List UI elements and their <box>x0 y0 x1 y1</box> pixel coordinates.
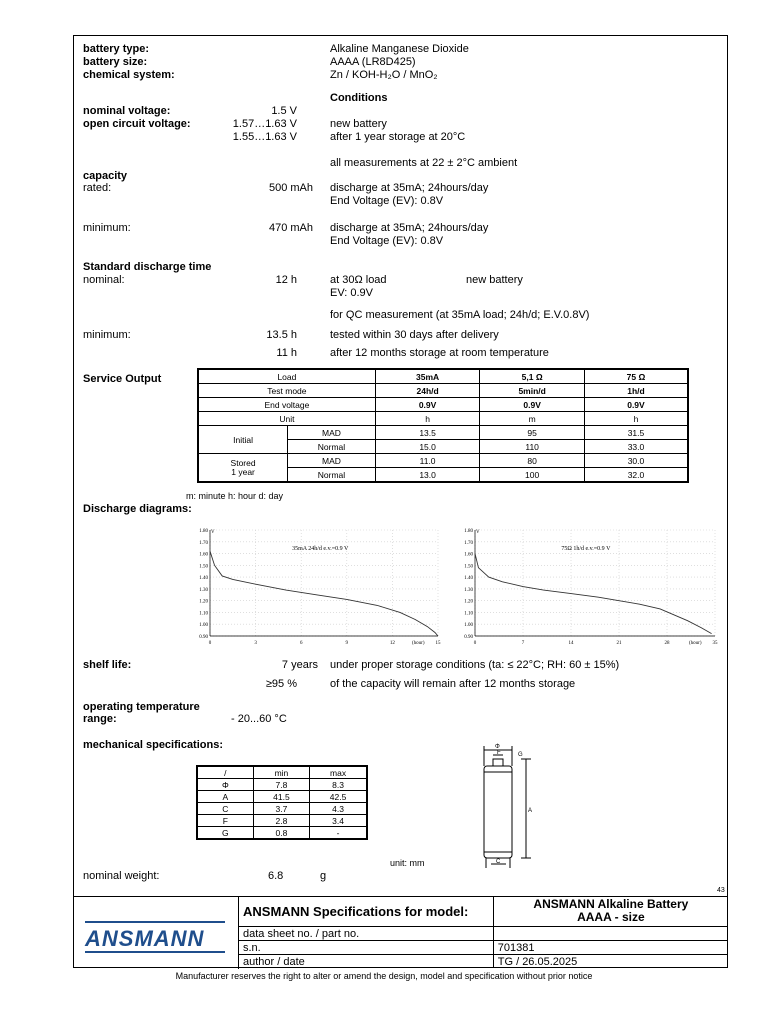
y-tick-label: 1.60 <box>464 552 473 558</box>
shelf-pct: ≥95 % <box>265 678 297 690</box>
table-row <box>198 426 688 440</box>
unit-label: Unit <box>198 412 375 426</box>
y-tick-label: 1.20 <box>199 599 208 605</box>
table-row <box>239 896 729 927</box>
cell: Φ <box>197 779 253 791</box>
cell: 2.8 <box>253 815 309 827</box>
table-row <box>239 941 729 955</box>
cell: 0.8 <box>253 827 309 840</box>
initial-label: Initial <box>198 426 288 454</box>
y-tick-label: 0.90 <box>199 635 208 640</box>
battery-size: AAAA (LR8D425) <box>330 56 416 68</box>
stored-label: Stored 1 year <box>198 454 288 483</box>
cell: F <box>197 815 253 827</box>
cell: 4.3 <box>310 803 367 815</box>
rated-capacity: 500 mAh <box>268 182 313 194</box>
x-tick-label: 12 <box>389 641 395 646</box>
footer-table <box>238 896 728 968</box>
table-row <box>198 384 688 398</box>
svg-text:Φ: Φ <box>495 744 500 750</box>
y-tick-label: 1.70 <box>464 540 473 546</box>
ansmann-logo: ANSMANN <box>85 926 205 951</box>
table-row <box>198 398 688 412</box>
cell: 31.5 <box>584 426 688 440</box>
ocv-label: open circuit voltage: <box>83 118 191 130</box>
x-tick-label: 15 <box>435 641 441 646</box>
shelf-condition: under proper storage conditions (ta: ≤ 22°C; RH: 60 ± 15%) <box>330 659 620 671</box>
table-row <box>197 815 367 827</box>
ocv-new: 1.57…1.63 V <box>232 118 297 130</box>
table-row <box>197 827 367 840</box>
x-tick-label: 35 <box>712 641 718 646</box>
y-tick-label: 1.40 <box>464 576 473 582</box>
sdt-min: 13.5 h <box>266 329 297 341</box>
x-tick-label: 9 <box>345 641 349 646</box>
disclaimer: Manufacturer reserves the right to alter or amend the design, model and specification without prior notice <box>175 971 593 981</box>
sn-value: 701381 <box>493 941 728 955</box>
sdt-condition-1b: new battery <box>466 274 523 286</box>
table-row <box>198 454 688 468</box>
datasheet-label: data sheet no. / part no. <box>239 927 494 941</box>
page-number: 43 <box>717 887 725 894</box>
x-axis-label: (hour) <box>689 641 702 646</box>
page-frame <box>73 35 728 968</box>
min-capacity: 470 mAh <box>268 222 313 234</box>
x-tick-label: 14 <box>568 641 574 646</box>
cell: 13.0 <box>375 468 480 483</box>
cell: 41.5 <box>253 791 309 803</box>
cell: 80 <box>480 454 585 468</box>
sdt-min-condition: tested within 30 days after delivery <box>330 329 499 341</box>
x-tick-label: 6 <box>299 641 303 646</box>
cell: 33.0 <box>584 440 688 454</box>
shelf-years: 7 years <box>281 659 318 671</box>
x-tick-label: 7 <box>521 641 525 646</box>
svg-text:A: A <box>528 808 533 814</box>
svg-text:G: G <box>518 752 523 758</box>
cell: 30.0 <box>584 454 688 468</box>
cell: 13.5 <box>375 426 480 440</box>
model-line-2: AAAA - size <box>577 910 645 924</box>
op-temp-range: - 20...60 °C <box>231 713 287 725</box>
ev-val-1: 0.9V <box>375 398 480 412</box>
min-condition-2: End Voltage (EV): 0.8V <box>330 235 444 247</box>
ev-val-2: 0.9V <box>480 398 585 412</box>
y-tick-label: 1.50 <box>464 564 473 570</box>
load-val-1: 35mA <box>375 369 480 384</box>
y-tick-label: 1.70 <box>199 540 208 546</box>
nominal-voltage-label: nominal voltage: <box>83 105 171 117</box>
svg-text:C: C <box>496 859 501 865</box>
table-row <box>197 779 367 791</box>
cell: 42.5 <box>310 791 367 803</box>
cell: G <box>197 827 253 840</box>
test-val-1: 24h/d <box>375 384 480 398</box>
unit-val-2: m <box>480 412 585 426</box>
service-output-label: Service Output <box>83 373 162 385</box>
author-label: author / date <box>239 955 494 969</box>
svg-text:F: F <box>497 750 501 756</box>
cell: 11.0 <box>375 454 480 468</box>
y-tick-label: 1.60 <box>199 552 208 558</box>
model-line-1: ANSMANN Alkaline Battery <box>533 897 689 911</box>
cell: 8.3 <box>310 779 367 791</box>
cell: 32.0 <box>584 468 688 483</box>
spec-title: ANSMANN Specifications for model: <box>239 896 494 927</box>
shelf-pct-condition: of the capacity will remain after 12 months storage <box>330 678 576 690</box>
chart-annotation: 35mA 24h/d e.v.=0.9 V <box>292 546 349 552</box>
y-tick-label: 1.00 <box>199 623 208 629</box>
cell: C <box>197 803 253 815</box>
op-temp-label-1: operating temperature <box>83 701 200 713</box>
discharge-chart-2 <box>451 524 719 650</box>
table-row <box>239 927 729 941</box>
battery-size-label: battery size: <box>83 56 148 68</box>
discharge-curve <box>210 551 438 636</box>
sdt-min-label: minimum: <box>83 329 131 341</box>
sdt-condition-2: EV: 0.9V <box>330 287 374 299</box>
table-row <box>239 955 729 969</box>
weight-label: nominal weight: <box>83 870 160 882</box>
y-tick-label: 1.10 <box>199 611 208 617</box>
y-tick-label: 1.20 <box>464 599 473 605</box>
test-val-3: 1h/d <box>584 384 688 398</box>
x-tick-label: 3 <box>254 641 257 646</box>
y-tick-label: 1.30 <box>464 587 473 593</box>
chart-annotation: 75Ω 1h/d e.v.=0.9 V <box>561 546 611 552</box>
sdt-nominal-label: nominal: <box>83 274 125 286</box>
discharge-label: Discharge diagrams: <box>83 503 192 515</box>
cell: 110 <box>480 440 585 454</box>
y-tick-label: 1.80 <box>199 529 208 534</box>
datasheet-value <box>493 927 728 941</box>
min-condition-1: discharge at 35mA; 24hours/day <box>330 222 489 234</box>
mech-header: min <box>253 766 309 779</box>
mad-label: MAD <box>288 454 376 468</box>
x-tick-label: 21 <box>616 641 622 646</box>
unit-legend: m: minute h: hour d: day <box>186 491 284 501</box>
test-val-2: 5min/d <box>480 384 585 398</box>
sdt-condition-1: at 30Ω load <box>330 274 387 286</box>
rated-condition-1: discharge at 35mA; 24hours/day <box>330 182 489 194</box>
test-mode-label: Test mode <box>198 384 375 398</box>
cell: A <box>197 791 253 803</box>
end-voltage-label: End voltage <box>198 398 375 412</box>
y-axis-label: V <box>476 530 480 535</box>
y-tick-label: 1.50 <box>199 564 208 570</box>
cell: 15.0 <box>375 440 480 454</box>
sdt-nominal: 12 h <box>275 274 297 286</box>
table-row <box>197 803 367 815</box>
y-tick-label: 1.30 <box>199 587 208 593</box>
qc-note: for QC measurement (at 35mA load; 24h/d; E.V.0.8V) <box>330 309 590 321</box>
y-tick-label: 1.10 <box>464 611 473 617</box>
ev-val-3: 0.9V <box>584 398 688 412</box>
sdt-stored: 11 h <box>276 347 297 359</box>
conditions-heading: Conditions <box>330 92 388 104</box>
shelf-life-label: shelf life: <box>83 659 132 671</box>
sn-label: s.n. <box>239 941 494 955</box>
min-capacity-label: minimum: <box>83 222 131 234</box>
footer-block <box>73 896 728 969</box>
model-cell <box>493 896 728 927</box>
ocv-new-condition: new battery <box>330 118 387 130</box>
cell: 3.4 <box>310 815 367 827</box>
mech-header: / <box>197 766 253 779</box>
cell: 95 <box>480 426 585 440</box>
mech-spec-label: mechanical specifications: <box>83 739 223 751</box>
rated-label: rated: <box>83 182 112 194</box>
y-tick-label: 1.00 <box>464 623 473 629</box>
cell: 100 <box>480 468 585 483</box>
ambient-note: all measurements at 22 ± 2°C ambient <box>330 157 518 169</box>
op-temp-label-2: range: <box>83 713 117 725</box>
y-tick-label: 1.40 <box>199 576 208 582</box>
weight-value: 6.8 <box>268 870 284 882</box>
cell: 7.8 <box>253 779 309 791</box>
ocv-stored: 1.55…1.63 V <box>232 131 297 143</box>
x-tick-label: 0 <box>208 641 212 646</box>
unit-val-1: h <box>375 412 480 426</box>
table-row <box>197 766 367 779</box>
battery-drawing <box>466 742 546 870</box>
unit-note: unit: mm <box>390 858 425 868</box>
load-val-2: 5,1 Ω <box>480 369 585 384</box>
x-axis-label: (hour) <box>412 641 425 646</box>
load-val-3: 75 Ω <box>584 369 688 384</box>
author-value: TG / 26.05.2025 <box>493 955 728 969</box>
load-label: Load <box>198 369 375 384</box>
cell: - <box>310 827 367 840</box>
table-row <box>197 791 367 803</box>
service-output-table <box>197 368 689 483</box>
table-row <box>198 412 688 426</box>
unit-val-3: h <box>584 412 688 426</box>
x-tick-label: 0 <box>473 641 477 646</box>
chemical-label: chemical system: <box>83 69 175 81</box>
mech-table <box>196 765 368 840</box>
table-row <box>198 369 688 384</box>
x-tick-label: 28 <box>664 641 670 646</box>
sdt-heading: Standard discharge time <box>83 261 212 273</box>
ocv-stored-condition: after 1 year storage at 20°C <box>330 131 466 143</box>
rated-condition-2: End Voltage (EV): 0.8V <box>330 195 444 207</box>
y-axis-label: V <box>211 530 215 535</box>
mech-header: max <box>310 766 367 779</box>
chemical-system: Zn / KOH-H₂O / MnO₂ <box>330 69 438 81</box>
normal-label: Normal <box>288 468 376 483</box>
nominal-voltage: 1.5 V <box>271 105 297 117</box>
sdt-stored-condition: after 12 months storage at room temperature <box>330 347 549 359</box>
mad-label: MAD <box>288 426 376 440</box>
y-tick-label: 1.80 <box>464 529 473 534</box>
normal-label: Normal <box>288 440 376 454</box>
battery-type: Alkaline Manganese Dioxide <box>330 43 469 55</box>
capacity-heading: capacity <box>83 170 128 182</box>
y-tick-label: 0.90 <box>464 635 473 640</box>
weight-unit: g <box>320 870 327 882</box>
cell: 3.7 <box>253 803 309 815</box>
battery-type-label: battery type: <box>83 43 150 55</box>
discharge-chart-1 <box>186 524 442 650</box>
